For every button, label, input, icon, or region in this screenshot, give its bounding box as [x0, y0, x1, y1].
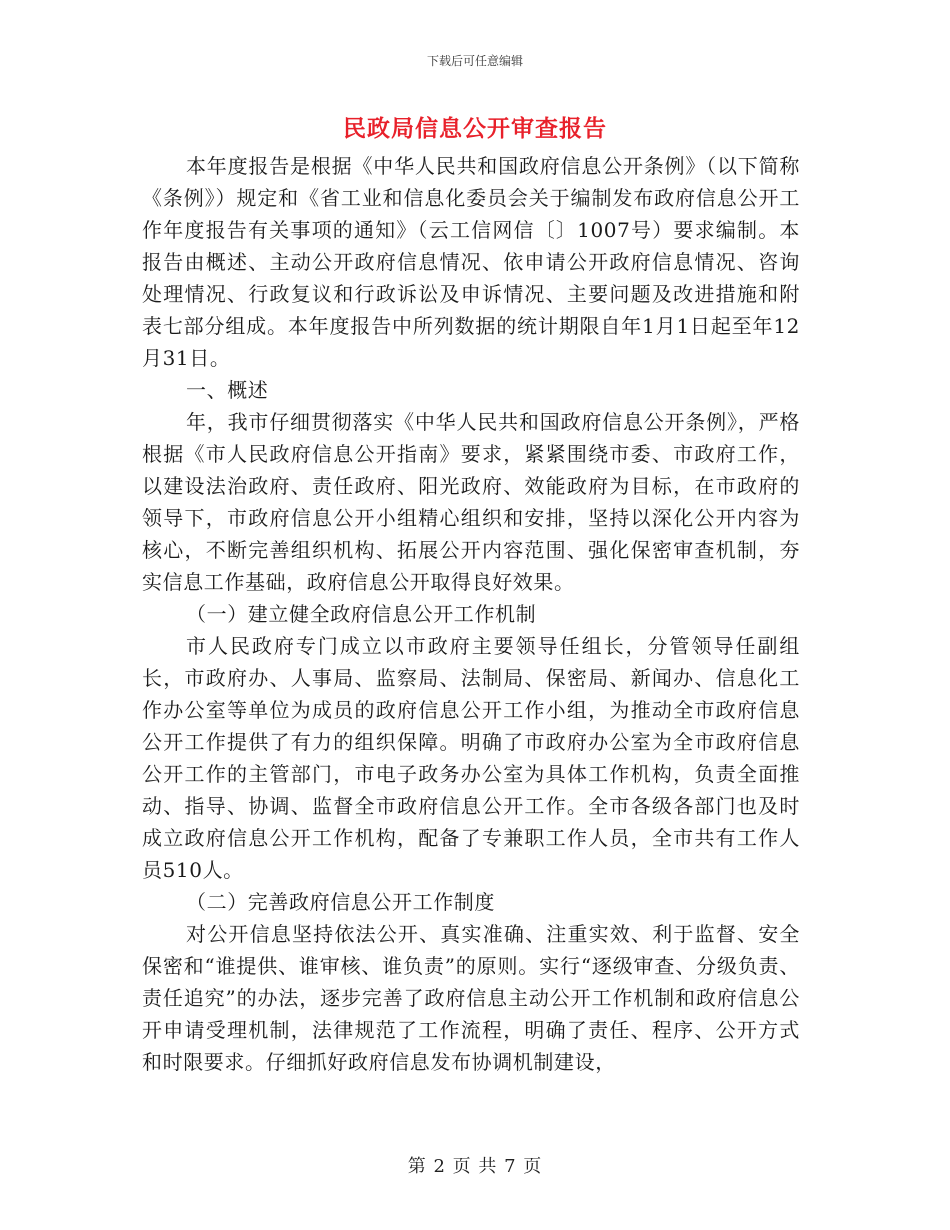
document-body — [142, 150, 800, 1078]
header-note: 下载后可任意编辑 — [426, 54, 523, 68]
mechanism-paragraph: 市人民政府专门成立以市政府主要领导任组长，分管领导任副组长，市政府办、人事局、监察局、法制局、保密局、新闻办、信息化工作办公室等单位为成员的政府信息公开工作小组，为推动全市政府信息公开工作提供了有力的组织保障。明确了市政府办公室为全市政府信息公开工作的主管部门，市电子政务办公室为具体工作机构，负责全面推动、指导、协调、监督全市政府信息公开工作。全市各级各部门也及时成立政府信息公开工作机构，配备了专兼职工作人员，全市共有工作人员510人。 — [142, 634, 800, 882]
page-number-footer: 第 2 页 共 7 页 — [407, 1156, 543, 1177]
subsection-heading-mechanism: （一）建立健全政府信息公开工作机制 — [186, 602, 537, 626]
section-heading-overview: 一、概述 — [186, 378, 269, 402]
intro-paragraph: 本年度报告是根据《中华人民共和国政府信息公开条例》（以下简称《条例》）规定和《省工业和信息化委员会关于编制发布政府信息公开工作年度报告有关事项的通知》（云工信网信〔〕1007号）要求编制。本报告由概述、主动公开政府信息情况、依申请公开政府信息情况、咨询处理情况、行政复议和行政诉讼及申诉情况、主要问题及改进措施和附表七部分组成。本年度报告中所列数据的统计期限自年1月1日起至年12月31日。 — [142, 154, 800, 370]
document-title: 民政局信息公开审查报告 — [343, 115, 607, 142]
system-paragraph: 对公开信息坚持依法公开、真实准确、注重实效、利于监督、安全保密和“谁提供、谁审核、谁负责”的原则。实行“逐级审查、分级负责、责任追究”的办法，逐步完善了政府信息主动公开工作机制和政府信息公开申请受理机制，法律规范了工作流程，明确了责任、程序、公开方式和时限要求。仔细抓好政府信息发布协调机制建设， — [142, 922, 800, 1074]
subsection-heading-system: （二）完善政府信息公开工作制度 — [186, 890, 495, 914]
overview-paragraph: 年，我市仔细贯彻落实《中华人民共和国政府信息公开条例》，严格根据《市人民政府信息公开指南》要求，紧紧围绕市委、市政府工作，以建设法治政府、责任政府、阳光政府、效能政府为目标，在市政府的领导下，市政府信息公开小组精心组织和安排，坚持以深化公开内容为核心，不断完善组织机构、拓展公开内容范围、强化保密审查机制，夯实信息工作基础，政府信息公开取得良好效果。 — [142, 410, 800, 594]
